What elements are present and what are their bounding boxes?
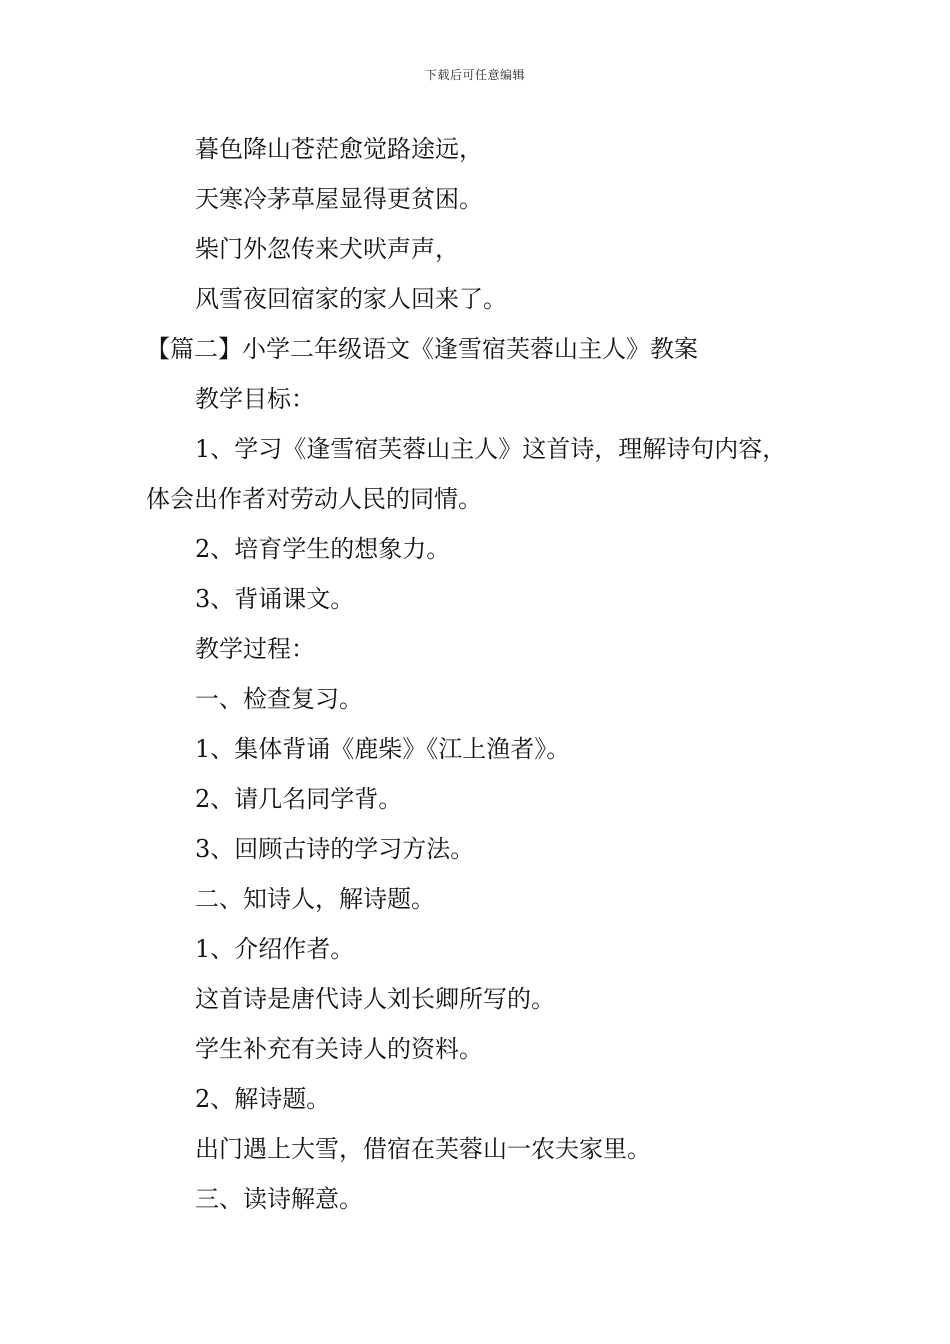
goals-title: 教学目标： <box>195 385 315 413</box>
step-2-item-2: 2、解诗题。 <box>195 1085 331 1113</box>
poem-line-2: 天寒冷茅草屋显得更贫困。 <box>195 185 483 213</box>
goal-item-1: 1、学习《逢雪宿芙蓉山主人》这首诗，理解诗句内容， <box>195 435 787 463</box>
process-title: 教学过程： <box>195 635 315 663</box>
section-heading: 【篇二】小学二年级语文《逢雪宿芙蓉山主人》教案 <box>146 335 698 363</box>
step-1-item-3: 3、回顾古诗的学习方法。 <box>195 835 475 863</box>
step-3-title: 三、读诗解意。 <box>195 1185 363 1213</box>
document-body <box>146 124 836 1224</box>
step-2-item-1: 1、介绍作者。 <box>195 935 355 963</box>
goal-item-3: 3、背诵课文。 <box>195 585 355 613</box>
poem-line-3: 柴门外忽传来犬吠声声， <box>195 235 459 263</box>
goal-item-1-continued: 体会出作者对劳动人民的同情。 <box>146 485 482 513</box>
step-2-item-1-text-1: 这首诗是唐代诗人刘长卿所写的。 <box>195 985 555 1013</box>
poem-line-4: 风雪夜回宿家的家人回来了。 <box>195 285 507 313</box>
step-2-item-2-text: 出门遇上大雪，借宿在芙蓉山一农夫家里。 <box>195 1135 651 1163</box>
poem-line-1: 暮色降山苍茫愈觉路途远， <box>195 135 483 163</box>
step-1-item-1: 1、集体背诵《鹿柴》《江上渔者》。 <box>195 735 571 763</box>
page-header: 下载后可任意编辑 <box>424 68 525 82</box>
goal-item-2: 2、培育学生的想象力。 <box>195 535 451 563</box>
step-2-title: 二、知诗人，解诗题。 <box>195 885 435 913</box>
step-2-item-1-text-2: 学生补充有关诗人的资料。 <box>195 1035 483 1063</box>
step-1-title: 一、检查复习。 <box>195 685 363 713</box>
step-1-item-2: 2、请几名同学背。 <box>195 785 403 813</box>
